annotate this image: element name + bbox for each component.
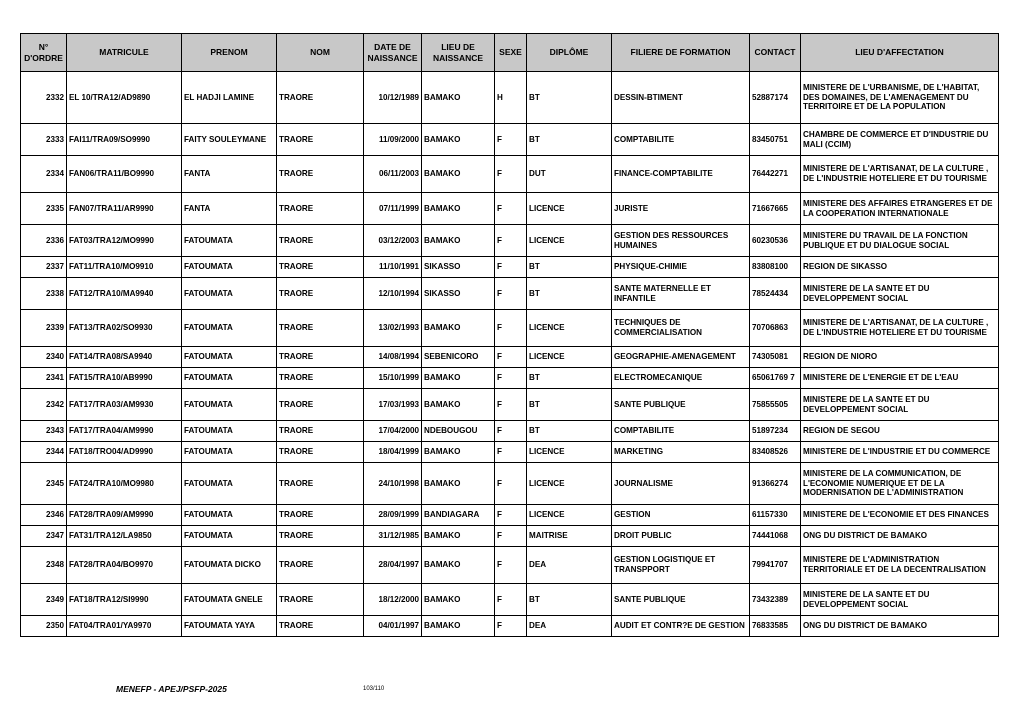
cell-affectation: MINISTERE DE L'ARTISANAT, DE LA CULTURE , DE L'INDUSTRIE HOTELIERE ET DU TOURISME bbox=[801, 156, 999, 193]
cell-contact: 60230536 bbox=[750, 225, 801, 257]
cell-prenom: FATOUMATA bbox=[182, 421, 277, 442]
cell-ordre: 2335 bbox=[21, 193, 67, 225]
cell-lieu-naissance: BAMAKO bbox=[422, 584, 495, 616]
cell-diplome: LICENCE bbox=[527, 193, 612, 225]
cell-nom: TRAORE bbox=[277, 526, 364, 547]
table-row bbox=[21, 547, 999, 584]
cell-contact: 83808100 bbox=[750, 257, 801, 278]
cell-matricule: FAT28/TRA09/AM9990 bbox=[67, 505, 182, 526]
cell-filiere: JURISTE bbox=[612, 193, 750, 225]
cell-nom: TRAORE bbox=[277, 310, 364, 347]
cell-ordre: 2334 bbox=[21, 156, 67, 193]
cell-lieu-naissance: BAMAKO bbox=[422, 526, 495, 547]
cell-date-naissance: 17/03/1993 bbox=[364, 389, 422, 421]
footer-reference: MENEFP - APEJ/PSFP-2025 bbox=[116, 684, 227, 694]
cell-date-naissance: 04/01/1997 bbox=[364, 616, 422, 637]
cell-lieu-naissance: NDEBOUGOU bbox=[422, 421, 495, 442]
cell-sexe: F bbox=[495, 421, 527, 442]
cell-date-naissance: 18/04/1999 bbox=[364, 442, 422, 463]
cell-filiere: SANTE PUBLIQUE bbox=[612, 389, 750, 421]
cell-date-naissance: 15/10/1999 bbox=[364, 368, 422, 389]
table-row bbox=[21, 421, 999, 442]
cell-date-naissance: 11/09/2000 bbox=[364, 124, 422, 156]
cell-nom: TRAORE bbox=[277, 368, 364, 389]
cell-diplome: DUT bbox=[527, 156, 612, 193]
cell-date-naissance: 14/08/1994 bbox=[364, 347, 422, 368]
table-row bbox=[21, 389, 999, 421]
cell-nom: TRAORE bbox=[277, 463, 364, 505]
cell-contact: 61157330 bbox=[750, 505, 801, 526]
cell-lieu-naissance: BAMAKO bbox=[422, 156, 495, 193]
cell-date-naissance: 28/09/1999 bbox=[364, 505, 422, 526]
cell-prenom: FATOUMATA bbox=[182, 347, 277, 368]
cell-nom: TRAORE bbox=[277, 442, 364, 463]
cell-nom: TRAORE bbox=[277, 547, 364, 584]
cell-sexe: F bbox=[495, 368, 527, 389]
cell-lieu-naissance: BAMAKO bbox=[422, 463, 495, 505]
table-row bbox=[21, 193, 999, 225]
header-affectation: LIEU D'AFFECTATION bbox=[801, 34, 999, 72]
cell-date-naissance: 13/02/1993 bbox=[364, 310, 422, 347]
cell-filiere: JOURNALISME bbox=[612, 463, 750, 505]
cell-ordre: 2340 bbox=[21, 347, 67, 368]
cell-matricule: FAN06/TRA11/BO9990 bbox=[67, 156, 182, 193]
cell-nom: TRAORE bbox=[277, 421, 364, 442]
cell-prenom: FAITY SOULEYMANE bbox=[182, 124, 277, 156]
cell-filiere: GEOGRAPHIE-AMENAGEMENT bbox=[612, 347, 750, 368]
cell-ordre: 2342 bbox=[21, 389, 67, 421]
cell-diplome: DEA bbox=[527, 616, 612, 637]
header-diplome: DIPLÔME bbox=[527, 34, 612, 72]
cell-lieu-naissance: BAMAKO bbox=[422, 193, 495, 225]
table-header bbox=[21, 34, 999, 72]
cell-affectation: REGION DE SEGOU bbox=[801, 421, 999, 442]
cell-date-naissance: 18/12/2000 bbox=[364, 584, 422, 616]
cell-lieu-naissance: SIKASSO bbox=[422, 278, 495, 310]
table-row bbox=[21, 257, 999, 278]
cell-matricule: FAT18/TRA12/SI9990 bbox=[67, 584, 182, 616]
cell-prenom: EL HADJI LAMINE bbox=[182, 72, 277, 124]
cell-nom: TRAORE bbox=[277, 347, 364, 368]
cell-contact: 74305081 bbox=[750, 347, 801, 368]
cell-affectation: MINISTERE DE LA COMMUNICATION, DE L'ECONOMIE NUMERIQUE ET DE LA MODERNISATION DE L'ADMINISTRATION bbox=[801, 463, 999, 505]
cell-affectation: MINISTERE DE L'URBANISME, DE L'HABITAT, DES DOMAINES, DE L'AMENAGEMENT DU TERRITOIRE ET DE LA POPULATION bbox=[801, 72, 999, 124]
cell-contact: 79941707 bbox=[750, 547, 801, 584]
cell-date-naissance: 03/12/2003 bbox=[364, 225, 422, 257]
cell-ordre: 2345 bbox=[21, 463, 67, 505]
table-row bbox=[21, 463, 999, 505]
table-row bbox=[21, 616, 999, 637]
cell-filiere: AUDIT ET CONTR?E DE GESTION bbox=[612, 616, 750, 637]
cell-prenom: FATOUMATA bbox=[182, 257, 277, 278]
cell-matricule: FAT28/TRA04/BO9970 bbox=[67, 547, 182, 584]
cell-date-naissance: 24/10/1998 bbox=[364, 463, 422, 505]
cell-affectation: MINISTERE DE LA SANTE ET DU DEVELOPPEMENT SOCIAL bbox=[801, 278, 999, 310]
cell-affectation: CHAMBRE DE COMMERCE ET D'INDUSTRIE DU MALI (CCIM) bbox=[801, 124, 999, 156]
header-contact: CONTACT bbox=[750, 34, 801, 72]
cell-filiere: GESTION DES RESSOURCES HUMAINES bbox=[612, 225, 750, 257]
cell-affectation: MINISTERE DE LA SANTE ET DU DEVELOPPEMENT SOCIAL bbox=[801, 389, 999, 421]
affectation-table bbox=[20, 33, 999, 637]
header-date-naissance: DATE DE NAISSANCE bbox=[364, 34, 422, 72]
cell-ordre: 2347 bbox=[21, 526, 67, 547]
cell-date-naissance: 10/12/1989 bbox=[364, 72, 422, 124]
cell-prenom: FATOUMATA bbox=[182, 505, 277, 526]
cell-sexe: F bbox=[495, 547, 527, 584]
cell-prenom: FATOUMATA bbox=[182, 463, 277, 505]
cell-matricule: FAT12/TRA10/MA9940 bbox=[67, 278, 182, 310]
cell-sexe: F bbox=[495, 156, 527, 193]
cell-prenom: FANTA bbox=[182, 193, 277, 225]
cell-ordre: 2346 bbox=[21, 505, 67, 526]
cell-filiere: GESTION bbox=[612, 505, 750, 526]
cell-ordre: 2344 bbox=[21, 442, 67, 463]
cell-sexe: F bbox=[495, 442, 527, 463]
cell-nom: TRAORE bbox=[277, 193, 364, 225]
cell-diplome: BT bbox=[527, 584, 612, 616]
cell-contact: 70706863 bbox=[750, 310, 801, 347]
cell-prenom: FATOUMATA bbox=[182, 310, 277, 347]
cell-diplome: MAITRISE bbox=[527, 526, 612, 547]
header-sexe: SEXE bbox=[495, 34, 527, 72]
table-row bbox=[21, 310, 999, 347]
cell-prenom: FATOUMATA GNELE bbox=[182, 584, 277, 616]
cell-affectation: REGION DE SIKASSO bbox=[801, 257, 999, 278]
cell-diplome: LICENCE bbox=[527, 310, 612, 347]
cell-contact: 51897234 bbox=[750, 421, 801, 442]
cell-nom: TRAORE bbox=[277, 389, 364, 421]
cell-lieu-naissance: BAMAKO bbox=[422, 310, 495, 347]
cell-diplome: LICENCE bbox=[527, 225, 612, 257]
cell-date-naissance: 11/10/1991 bbox=[364, 257, 422, 278]
cell-diplome: BT bbox=[527, 421, 612, 442]
cell-affectation: MINISTERE DE L'ENERGIE ET DE L'EAU bbox=[801, 368, 999, 389]
cell-affectation: ONG DU DISTRICT DE BAMAKO bbox=[801, 616, 999, 637]
cell-filiere: DROIT PUBLIC bbox=[612, 526, 750, 547]
cell-matricule: FAI11/TRA09/SO9990 bbox=[67, 124, 182, 156]
cell-affectation: REGION DE NIORO bbox=[801, 347, 999, 368]
cell-filiere: SANTE PUBLIQUE bbox=[612, 584, 750, 616]
cell-sexe: F bbox=[495, 584, 527, 616]
cell-sexe: F bbox=[495, 347, 527, 368]
table-row bbox=[21, 156, 999, 193]
page-number: 103/110 bbox=[363, 686, 385, 692]
cell-nom: TRAORE bbox=[277, 616, 364, 637]
cell-contact: 75855505 bbox=[750, 389, 801, 421]
cell-date-naissance: 12/10/1994 bbox=[364, 278, 422, 310]
cell-sexe: F bbox=[495, 124, 527, 156]
cell-affectation: MINISTERE DES AFFAIRES ETRANGERES ET DE LA COOPERATION INTERNATIONALE bbox=[801, 193, 999, 225]
cell-nom: TRAORE bbox=[277, 505, 364, 526]
cell-lieu-naissance: BAMAKO bbox=[422, 389, 495, 421]
cell-diplome: DEA bbox=[527, 547, 612, 584]
cell-ordre: 2338 bbox=[21, 278, 67, 310]
cell-contact: 76833585 bbox=[750, 616, 801, 637]
cell-filiere: TECHNIQUES DE COMMERCIALISATION bbox=[612, 310, 750, 347]
cell-diplome: LICENCE bbox=[527, 505, 612, 526]
cell-prenom: FATOUMATA bbox=[182, 389, 277, 421]
cell-affectation: MINISTERE DE L'ADMINISTRATION TERRITORIALE ET DE LA DECENTRALISATION bbox=[801, 547, 999, 584]
cell-filiere: SANTE MATERNELLE ET INFANTILE bbox=[612, 278, 750, 310]
cell-lieu-naissance: SEBENICORO bbox=[422, 347, 495, 368]
cell-matricule: FAT18/TRO04/AD9990 bbox=[67, 442, 182, 463]
cell-contact: 65061769 7 bbox=[750, 368, 801, 389]
cell-matricule: FAT24/TRA10/MO9980 bbox=[67, 463, 182, 505]
cell-contact: 73432389 bbox=[750, 584, 801, 616]
cell-filiere: PHYSIQUE-CHIMIE bbox=[612, 257, 750, 278]
table-row bbox=[21, 368, 999, 389]
cell-lieu-naissance: SIKASSO bbox=[422, 257, 495, 278]
header-prenom: PRENOM bbox=[182, 34, 277, 72]
cell-ordre: 2343 bbox=[21, 421, 67, 442]
table-row bbox=[21, 505, 999, 526]
cell-lieu-naissance: BAMAKO bbox=[422, 616, 495, 637]
cell-matricule: FAT04/TRA01/YA9970 bbox=[67, 616, 182, 637]
cell-sexe: F bbox=[495, 505, 527, 526]
cell-diplome: LICENCE bbox=[527, 463, 612, 505]
cell-sexe: F bbox=[495, 616, 527, 637]
cell-matricule: FAT03/TRA12/MO9990 bbox=[67, 225, 182, 257]
cell-filiere: COMPTABILITE bbox=[612, 421, 750, 442]
cell-ordre: 2349 bbox=[21, 584, 67, 616]
cell-prenom: FATOUMATA bbox=[182, 278, 277, 310]
cell-filiere: MARKETING bbox=[612, 442, 750, 463]
table-row bbox=[21, 278, 999, 310]
table-row bbox=[21, 442, 999, 463]
cell-diplome: BT bbox=[527, 124, 612, 156]
header-nom: NOM bbox=[277, 34, 364, 72]
cell-ordre: 2339 bbox=[21, 310, 67, 347]
cell-prenom: FANTA bbox=[182, 156, 277, 193]
cell-sexe: H bbox=[495, 72, 527, 124]
table-row bbox=[21, 72, 999, 124]
cell-diplome: BT bbox=[527, 368, 612, 389]
header-row bbox=[21, 34, 999, 72]
cell-affectation: MINISTERE DE LA SANTE ET DU DEVELOPPEMENT SOCIAL bbox=[801, 584, 999, 616]
cell-nom: TRAORE bbox=[277, 124, 364, 156]
cell-filiere: GESTION LOGISTIQUE ET TRANSPPORT bbox=[612, 547, 750, 584]
cell-diplome: BT bbox=[527, 72, 612, 124]
cell-contact: 91366274 bbox=[750, 463, 801, 505]
cell-lieu-naissance: BAMAKO bbox=[422, 72, 495, 124]
cell-contact: 52887174 bbox=[750, 72, 801, 124]
cell-date-naissance: 07/11/1999 bbox=[364, 193, 422, 225]
cell-ordre: 2348 bbox=[21, 547, 67, 584]
cell-filiere: ELECTROMECANIQUE bbox=[612, 368, 750, 389]
cell-prenom: FATOUMATA bbox=[182, 225, 277, 257]
header-matricule: MATRICULE bbox=[67, 34, 182, 72]
table-row bbox=[21, 347, 999, 368]
cell-ordre: 2332 bbox=[21, 72, 67, 124]
cell-ordre: 2341 bbox=[21, 368, 67, 389]
cell-matricule: FAT14/TRA08/SA9940 bbox=[67, 347, 182, 368]
cell-date-naissance: 28/04/1997 bbox=[364, 547, 422, 584]
cell-nom: TRAORE bbox=[277, 156, 364, 193]
cell-date-naissance: 06/11/2003 bbox=[364, 156, 422, 193]
cell-filiere: DESSIN-BTIMENT bbox=[612, 72, 750, 124]
cell-lieu-naissance: BAMAKO bbox=[422, 442, 495, 463]
cell-sexe: F bbox=[495, 463, 527, 505]
cell-nom: TRAORE bbox=[277, 257, 364, 278]
table-row bbox=[21, 124, 999, 156]
cell-diplome: BT bbox=[527, 257, 612, 278]
table-row bbox=[21, 225, 999, 257]
cell-ordre: 2336 bbox=[21, 225, 67, 257]
cell-matricule: FAT17/TRA03/AM9930 bbox=[67, 389, 182, 421]
cell-filiere: FINANCE-COMPTABILITE bbox=[612, 156, 750, 193]
cell-matricule: FAT11/TRA10/MO9910 bbox=[67, 257, 182, 278]
cell-matricule: FAT13/TRA02/SO9930 bbox=[67, 310, 182, 347]
cell-sexe: F bbox=[495, 257, 527, 278]
cell-contact: 74441068 bbox=[750, 526, 801, 547]
cell-nom: TRAORE bbox=[277, 584, 364, 616]
table-row bbox=[21, 584, 999, 616]
cell-matricule: FAN07/TRA11/AR9990 bbox=[67, 193, 182, 225]
cell-matricule: FAT17/TRA04/AM9990 bbox=[67, 421, 182, 442]
header-filiere: FILIERE DE FORMATION bbox=[612, 34, 750, 72]
cell-nom: TRAORE bbox=[277, 225, 364, 257]
cell-diplome: BT bbox=[527, 389, 612, 421]
cell-lieu-naissance: BAMAKO bbox=[422, 368, 495, 389]
cell-ordre: 2337 bbox=[21, 257, 67, 278]
cell-prenom: FATOUMATA YAYA bbox=[182, 616, 277, 637]
cell-contact: 78524434 bbox=[750, 278, 801, 310]
table-body bbox=[21, 72, 999, 637]
header-lieu-naissance: LIEU DE NAISSANCE bbox=[422, 34, 495, 72]
cell-lieu-naissance: BAMAKO bbox=[422, 547, 495, 584]
cell-date-naissance: 17/04/2000 bbox=[364, 421, 422, 442]
cell-matricule: EL 10/TRA12/AD9890 bbox=[67, 72, 182, 124]
cell-sexe: F bbox=[495, 225, 527, 257]
cell-diplome: BT bbox=[527, 278, 612, 310]
cell-prenom: FATOUMATA bbox=[182, 368, 277, 389]
cell-sexe: F bbox=[495, 278, 527, 310]
cell-contact: 83408526 bbox=[750, 442, 801, 463]
cell-diplome: LICENCE bbox=[527, 442, 612, 463]
cell-contact: 71667665 bbox=[750, 193, 801, 225]
cell-nom: TRAORE bbox=[277, 278, 364, 310]
cell-sexe: F bbox=[495, 526, 527, 547]
cell-lieu-naissance: BAMAKO bbox=[422, 225, 495, 257]
cell-prenom: FATOUMATA bbox=[182, 526, 277, 547]
cell-prenom: FATOUMATA DICKO bbox=[182, 547, 277, 584]
cell-nom: TRAORE bbox=[277, 72, 364, 124]
table-row bbox=[21, 526, 999, 547]
cell-matricule: FAT15/TRA10/AB9990 bbox=[67, 368, 182, 389]
cell-date-naissance: 31/12/1985 bbox=[364, 526, 422, 547]
cell-sexe: F bbox=[495, 389, 527, 421]
cell-diplome: LICENCE bbox=[527, 347, 612, 368]
cell-affectation: ONG DU DISTRICT DE BAMAKO bbox=[801, 526, 999, 547]
cell-affectation: MINISTERE DE L'ARTISANAT, DE LA CULTURE , DE L'INDUSTRIE HOTELIERE ET DU TOURISME bbox=[801, 310, 999, 347]
cell-lieu-naissance: BAMAKO bbox=[422, 124, 495, 156]
cell-contact: 76442271 bbox=[750, 156, 801, 193]
cell-sexe: F bbox=[495, 310, 527, 347]
cell-lieu-naissance: BANDIAGARA bbox=[422, 505, 495, 526]
cell-affectation: MINISTERE DU TRAVAIL DE LA FONCTION PUBLIQUE ET DU DIALOGUE SOCIAL bbox=[801, 225, 999, 257]
cell-sexe: F bbox=[495, 193, 527, 225]
cell-affectation: MINISTERE DE L'ECONOMIE ET DES FINANCES bbox=[801, 505, 999, 526]
cell-contact: 83450751 bbox=[750, 124, 801, 156]
cell-matricule: FAT31/TRA12/LA9850 bbox=[67, 526, 182, 547]
cell-affectation: MINISTERE DE L'INDUSTRIE ET DU COMMERCE bbox=[801, 442, 999, 463]
cell-ordre: 2350 bbox=[21, 616, 67, 637]
cell-prenom: FATOUMATA bbox=[182, 442, 277, 463]
cell-ordre: 2333 bbox=[21, 124, 67, 156]
header-ordre: N° D'ORDRE bbox=[21, 34, 67, 72]
cell-filiere: COMPTABILITE bbox=[612, 124, 750, 156]
